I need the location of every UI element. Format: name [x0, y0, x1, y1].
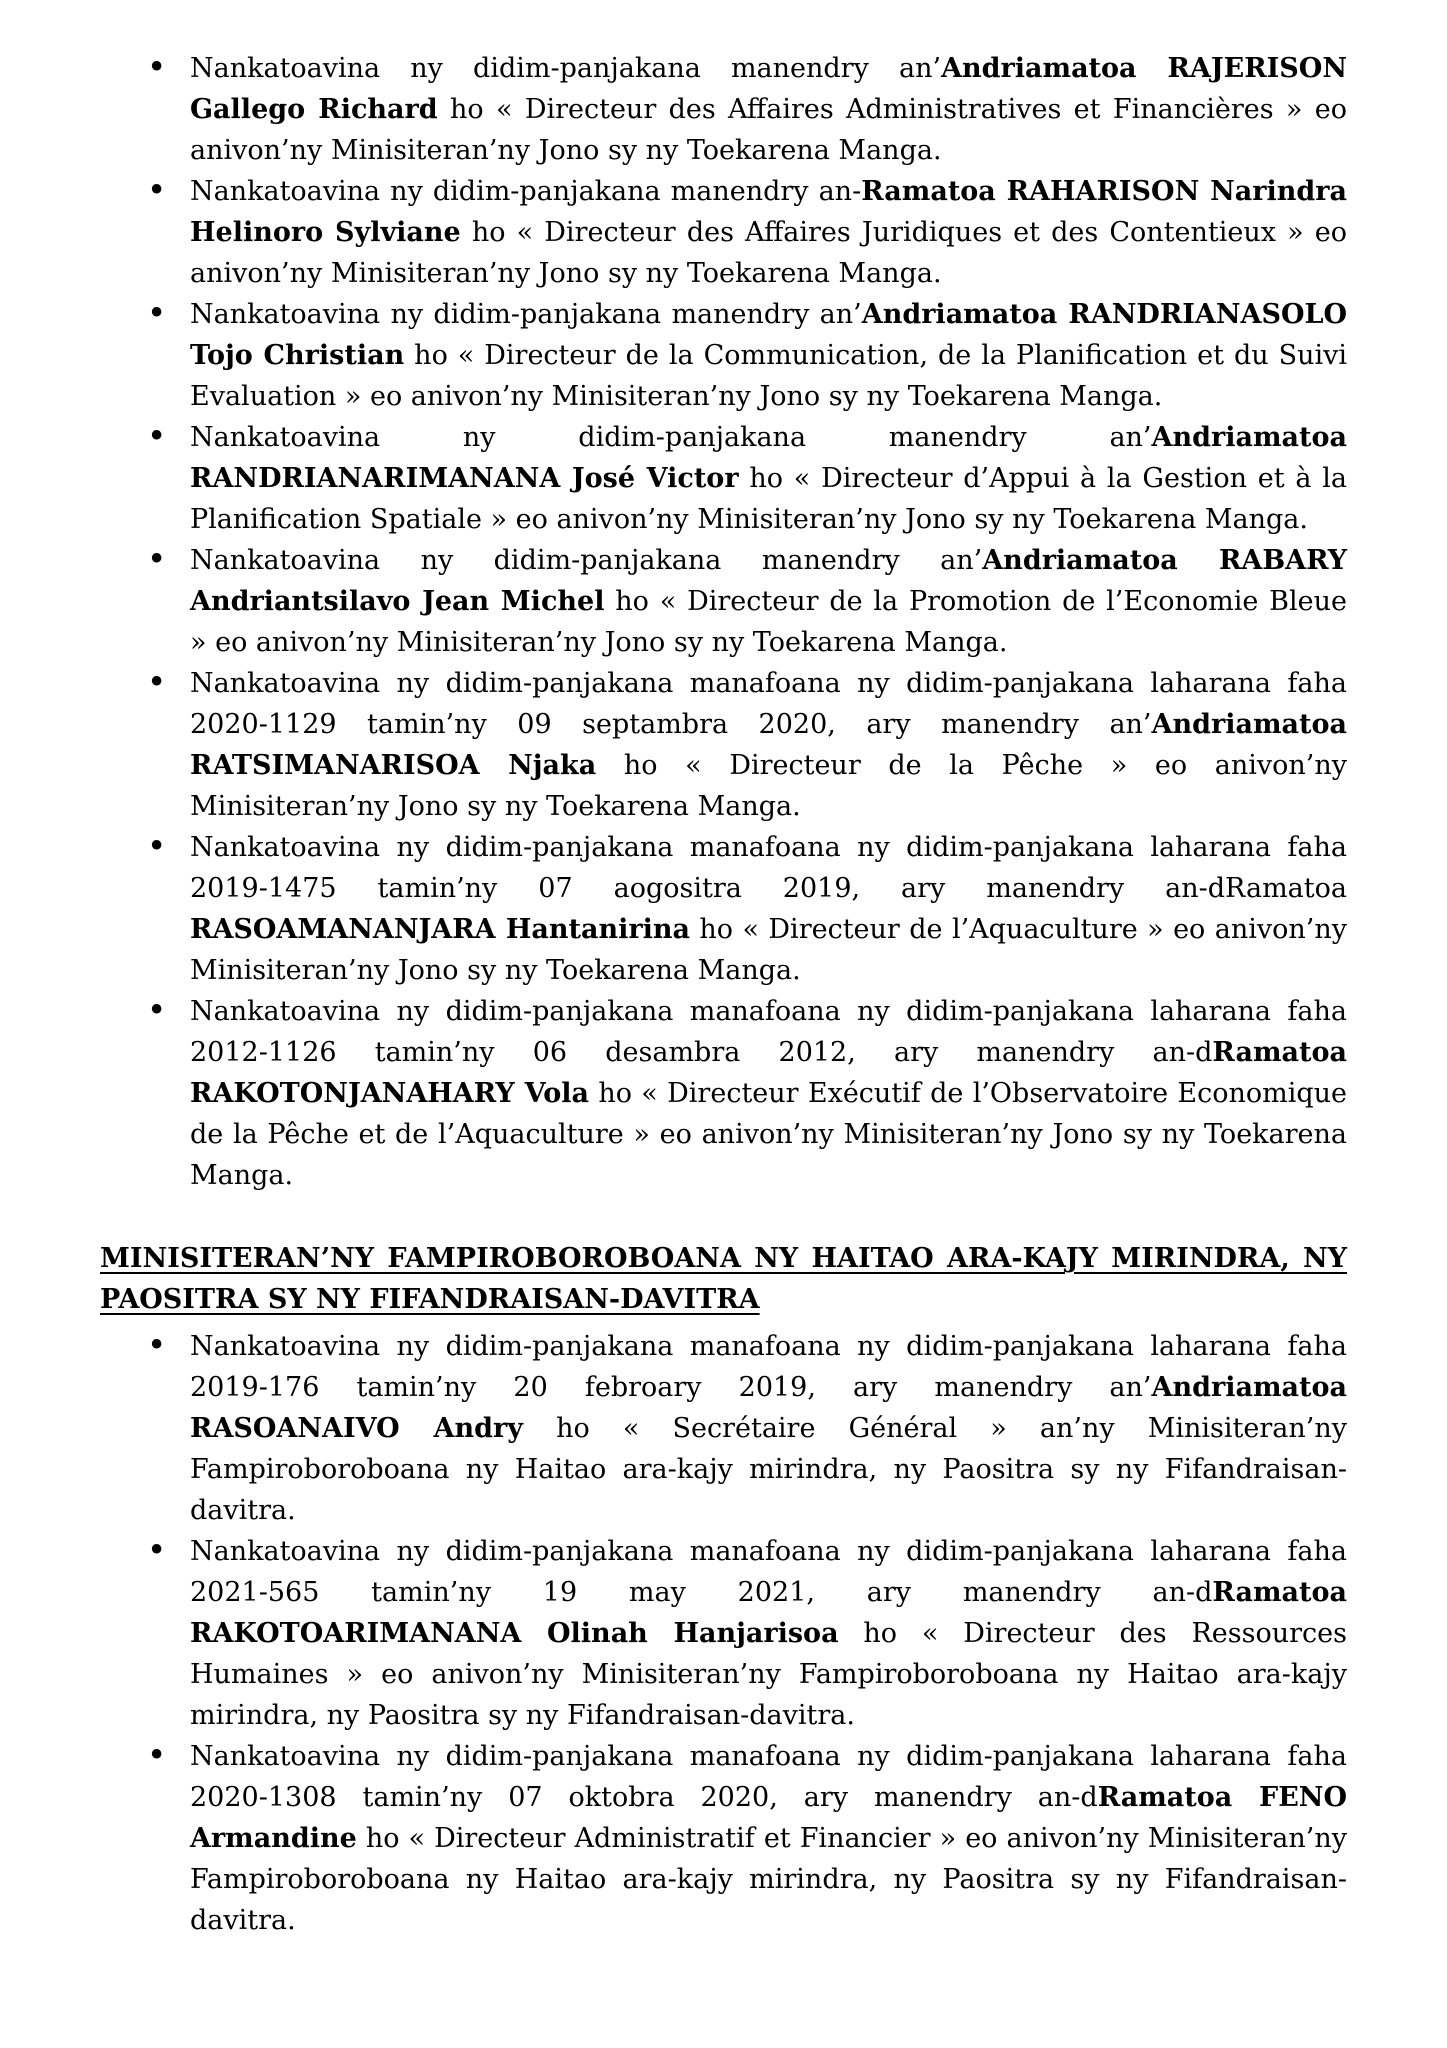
- bullet-list: [100, 1326, 1347, 1941]
- bullet-icon: •: [148, 1740, 166, 1771]
- section-heading: MINISITERAN’NY FAMPIROBOROBOANA NY HAITAO ARA-KAJY MIRINDRA, NY PAOSITRA SY NY FIFANDRAISAN-DAVITRA: [100, 1243, 1347, 1315]
- document-section: [100, 1238, 1347, 1941]
- body-text: Nankatoavina ny didim-panjakana manendry an’: [190, 299, 862, 330]
- body-text: ho « Directeur des Affaires Administratives et Financières » eo anivon’ny Minisiteran’ny Jono sy ny Toekarena Manga.: [190, 94, 1347, 166]
- bullet-icon: •: [148, 52, 166, 83]
- appointee-name: Andriamatoa RANDRIANARIMANANA José Victor: [190, 422, 1347, 494]
- body-text: Nankatoavina ny didim-panjakana manafoana ny didim-panjakana laharana faha 2021-565 tamin’ny 19 may 2021, ary manendry an-d: [190, 1536, 1347, 1608]
- body-text: Nankatoavina ny didim-panjakana manendry an’: [190, 53, 942, 84]
- appointee-name: Andriamatoa RATSIMANARISOA Njaka: [190, 709, 1347, 781]
- body-text: ho « Directeur Exécutif de l’Observatoire Economique de la Pêche et de l’Aquaculture » eo anivon’ny Minisiteran’ny Jono sy ny Toekarena Manga.: [190, 1078, 1348, 1191]
- bullet-item: [100, 1531, 1347, 1736]
- body-text: ho « Directeur de la Pêche » eo anivon’ny Minisiteran’ny Jono sy ny Toekarena Manga.: [190, 750, 1347, 822]
- body-text: ho « Directeur d’Appui à la Gestion et à la Planification Spatiale » eo anivon’ny Minisiteran’ny Jono sy ny Toekarena Manga.: [190, 463, 1347, 535]
- appointee-name: Andriamatoa RANDRIANASOLO Tojo Christian: [190, 299, 1347, 371]
- bullet-item: [100, 48, 1347, 171]
- body-text: Nankatoavina ny didim-panjakana manafoana ny didim-panjakana laharana faha 2019-1475 tamin’ny 07 aogositra 2019, ary manendry an-dRamatoa: [190, 832, 1347, 904]
- bullet-item: [100, 417, 1347, 540]
- body-text: Nankatoavina ny didim-panjakana manafoana ny didim-panjakana laharana faha 2020-1308 tamin’ny 07 oktobra 2020, ary manendry an-d: [190, 1741, 1347, 1813]
- bullet-item: [100, 827, 1347, 991]
- body-text: ho « Directeur Administratif et Financier » eo anivon’ny Minisiteran’ny Fampiroboroboana ny Haitao ara-kajy mirindra, ny Paositra sy ny Fifandraisan-davitra.: [190, 1823, 1347, 1936]
- body-text: ho « Directeur des Ressources Humaines » eo anivon’ny Minisiteran’ny Fampiroboroboana ny Haitao ara-kajy mirindra, ny Paositra sy ny Fifandraisan-davitra.: [190, 1618, 1347, 1731]
- body-text: ho « Directeur de la Promotion de l’Economie Bleue » eo anivon’ny Minisiteran’ny Jono sy ny Toekarena Manga.: [190, 586, 1347, 658]
- bullet-item: [100, 1736, 1347, 1941]
- bullet-item: [100, 171, 1347, 294]
- bullet-item: [100, 663, 1347, 827]
- bullet-icon: •: [148, 544, 166, 575]
- appointee-name: Andriamatoa RASOANAIVO Andry: [190, 1372, 1347, 1444]
- document-content: [100, 48, 1347, 1941]
- body-text: ho « Directeur de l’Aquaculture » eo anivon’ny Minisiteran’ny Jono sy ny Toekarena Manga.: [190, 914, 1347, 986]
- appointee-name: Ramatoa RAHARISON Narindra Helinoro Sylviane: [190, 176, 1347, 248]
- appointee-name: Ramatoa RAKOTOARIMANANA Olinah Hanjarisoa: [190, 1577, 1347, 1649]
- bullet-icon: •: [148, 175, 166, 206]
- bullet-icon: •: [148, 1330, 166, 1361]
- body-text: Nankatoavina ny didim-panjakana manendry an-: [190, 176, 862, 207]
- appointee-name: RASOAMANANJARA Hantanirina: [190, 914, 690, 945]
- bullet-icon: •: [148, 995, 166, 1026]
- bullet-icon: •: [148, 831, 166, 862]
- body-text: ho « Directeur des Affaires Juridiques et des Contentieux » eo anivon’ny Minisiteran’ny Jono sy ny Toekarena Manga.: [190, 217, 1347, 289]
- body-text: ho « Directeur de la Communication, de la Planification et du Suivi Evaluation » eo anivon’ny Minisiteran’ny Jono sy ny Toekarena Manga.: [190, 340, 1347, 412]
- bullet-icon: •: [148, 298, 166, 329]
- document-section: [100, 48, 1347, 1196]
- bullet-list: [100, 48, 1347, 1196]
- bullet-item: [100, 991, 1347, 1196]
- appointee-name: Andriamatoa RAJERISON Gallego Richard: [190, 53, 1347, 125]
- appointee-name: Andriamatoa RABARY Andriantsilavo Jean Michel: [190, 545, 1347, 617]
- appointee-name: Ramatoa FENO Armandine: [190, 1782, 1347, 1854]
- body-text: Nankatoavina ny didim-panjakana manafoana ny didim-panjakana laharana faha 2020-1129 tamin’ny 09 septambra 2020, ary manendry an’: [190, 668, 1347, 740]
- body-text: Nankatoavina ny didim-panjakana manendry an’: [190, 422, 1152, 453]
- bullet-item: [100, 1326, 1347, 1531]
- body-text: ho « Secrétaire Général » an’ny Minisiteran’ny Fampiroboroboana ny Haitao ara-kajy mirindra, ny Paositra sy ny Fifandraisan-davitra.: [190, 1413, 1347, 1526]
- bullet-icon: •: [148, 1535, 166, 1566]
- body-text: Nankatoavina ny didim-panjakana manafoana ny didim-panjakana laharana faha 2012-1126 tamin’ny 06 desambra 2012, ary manendry an-d: [190, 996, 1347, 1068]
- bullet-item: [100, 294, 1347, 417]
- bullet-item: [100, 540, 1347, 663]
- appointee-name: Ramatoa RAKOTONJANAHARY Vola: [190, 1037, 1347, 1109]
- bullet-icon: •: [148, 667, 166, 698]
- body-text: Nankatoavina ny didim-panjakana manendry an’: [190, 545, 983, 576]
- body-text: Nankatoavina ny didim-panjakana manafoana ny didim-panjakana laharana faha 2019-176 tamin’ny 20 febroary 2019, ary manendry an’: [190, 1331, 1347, 1403]
- bullet-icon: •: [148, 421, 166, 452]
